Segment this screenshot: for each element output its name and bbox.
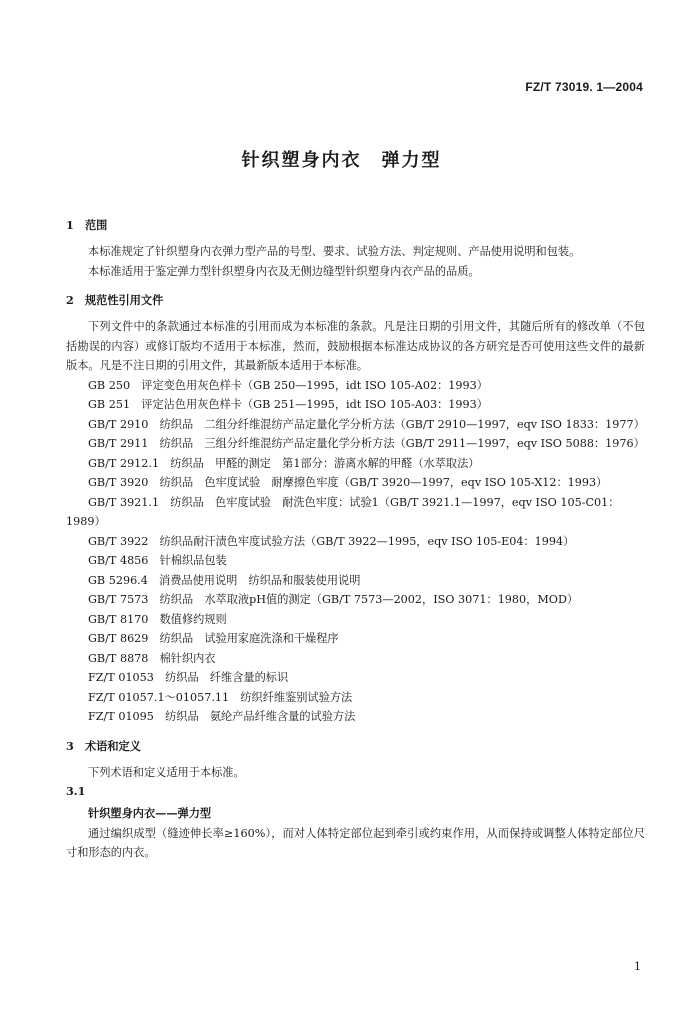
- reference-item: FZ/T 01053 纺织品 纤维含量的标识: [88, 671, 289, 684]
- standard-code: FZ/T 73019. 1—2004: [525, 80, 643, 94]
- reference-item: GB 5296.4 消费品使用说明 纺织品和服装使用说明: [88, 573, 361, 587]
- section-3-intro: 下列术语和定义适用于本标准。: [88, 765, 245, 779]
- reference-item: GB/T 7573 纺织品 水萃取液pH值的测定（GB/T 7573—2002，ISO 3071：1980，MOD）: [88, 593, 579, 606]
- reference-item: GB/T 8170 数值修约规则: [88, 612, 227, 626]
- reference-item: GB 251 评定沾色用灰色样卡（GB 251—1995，idt ISO 105-A03：1993）: [88, 398, 488, 411]
- reference-item: GB/T 8629 纺织品 试验用家庭洗涤和干燥程序: [88, 632, 339, 645]
- term-definition: 通过编织成型（缝迹伸长率≥160%），而对人体特定部位起到牵引或约束作用，从而保持或调整人体特定部位尺寸和形态的内衣。: [66, 826, 645, 859]
- reference-item: GB/T 3920 纺织品 色牢度试验 耐摩擦色牢度（GB/T 3920—1997，eqv ISO 105-X12：1993）: [88, 476, 608, 489]
- section-2-heading: 2 规范性引用文件: [66, 293, 164, 307]
- reference-item: GB/T 2912.1 纺织品 甲醛的测定 第1部分：游离水解的甲醛（水萃取法）: [88, 456, 480, 470]
- reference-item: FZ/T 01095 纺织品 氨纶产品纤维含量的试验方法: [88, 710, 356, 723]
- section-2-intro: 下列文件中的条款通过本标准的引用而成为本标准的条款。凡是注日期的引用文件，其随后所有的修改单（不包括勘误的内容）或修订版均不适用于本标准，然而，鼓励根据本标准达成协议的各方研究是否可使用这些文件的最新版本。凡是不注日期的引用文件，其最新版本适用于本标准。: [66, 320, 645, 372]
- document-body: [66, 216, 645, 863]
- section-3-heading: 3 术语和定义: [66, 738, 141, 753]
- reference-item: FZ/T 01057.1～01057.11 纺织纤维鉴别试验方法: [88, 690, 353, 704]
- clause-number: 3.1: [66, 784, 86, 798]
- document-title: 针织塑身内衣 弹力型: [241, 150, 442, 171]
- reference-item: GB/T 3922 纺织品耐汗渍色牢度试验方法（GB/T 3922—1995，eqv ISO 105-E04：1994）: [88, 534, 575, 548]
- reference-item: GB 250 评定变色用灰色样卡（GB 250—1995，idt ISO 105-A02：1993）: [88, 378, 488, 392]
- page-number: 1: [634, 960, 641, 973]
- reference-item: GB/T 2911 纺织品 三组分纤维混纺产品定量化学分析方法（GB/T 2911—1997，eqv ISO 5088：1976）: [88, 437, 645, 450]
- term-heading: 针织塑身内衣——弹力型: [88, 806, 212, 820]
- section-1-paragraph: 本标准适用于鉴定弹力型针织塑身内衣及无侧边缝型针织塑身内衣产品的品质。: [88, 264, 480, 278]
- reference-item: GB/T 8878 棉针织内衣: [88, 651, 216, 665]
- reference-item: GB/T 4856 针棉织品包装: [88, 554, 227, 567]
- reference-item: GB/T 3921.1 纺织品 色牢度试验 耐洗色牢度：试验1（GB/T 3921.1—1997，eqv ISO 105-C01：1989）: [66, 495, 620, 528]
- reference-item: GB/T 2910 纺织品 二组分纤维混纺产品定量化学分析方法（GB/T 2910—1997，eqv ISO 1833：1977）: [88, 417, 645, 431]
- section-1-heading: 1 范围: [66, 218, 108, 232]
- section-1-paragraph: 本标准规定了针织塑身内衣弹力型产品的号型、要求、试验方法、判定规则、产品使用说明和包装。: [88, 245, 581, 258]
